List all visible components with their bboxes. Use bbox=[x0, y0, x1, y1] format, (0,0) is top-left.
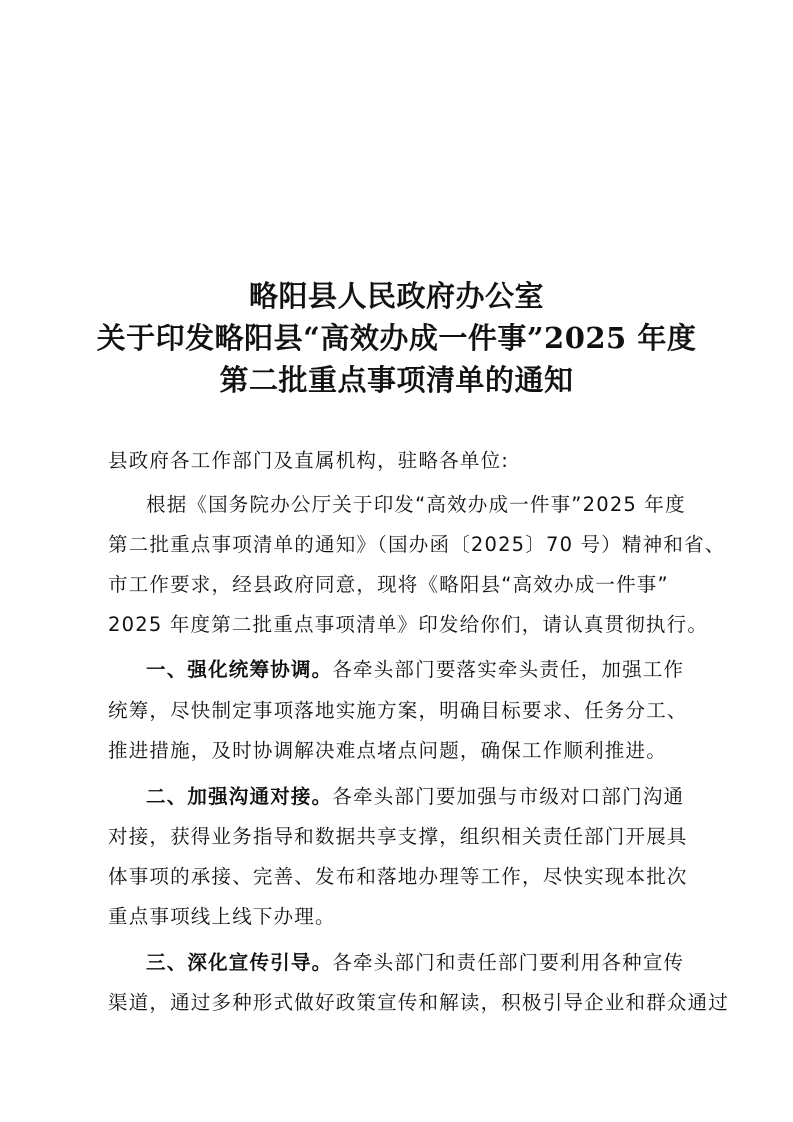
section-2-first-line bbox=[146, 782, 684, 812]
document-title-line-3: 第二批重点事项清单的通知 bbox=[219, 363, 574, 397]
paragraph-1-line-1: 根据《国务院办公厅关于印发“高效办成一件事”2025 年度 bbox=[146, 493, 686, 516]
section-1-line-1: 各牵头部门要落实牵头责任，加强工作 bbox=[332, 658, 685, 681]
section-1-first-line bbox=[146, 655, 684, 685]
section-1-line-3: 推进措施，及时协调解决难点堵点问题，确保工作顺利推进。 bbox=[108, 739, 667, 762]
section-1-line-2: 统筹，尽快制定事项落地实施方案，明确目标要求、任务分工、 bbox=[108, 699, 688, 722]
section-3-first-line bbox=[146, 948, 684, 978]
paragraph-1-line-2: 第二批重点事项清单的通知》（国办函〔2025〕70 号）精神和省、 bbox=[108, 533, 726, 556]
section-2-line-1: 各牵头部门要加强与市级对口部门沟通 bbox=[332, 785, 685, 808]
section-2-heading: 二、加强沟通对接。 bbox=[146, 785, 333, 808]
section-3-heading: 三、深化宣传引导。 bbox=[146, 951, 333, 974]
paragraph-1-line-4: 2025 年度第二批重点事项清单》印发给你们，请认真贯彻执行。 bbox=[108, 613, 709, 636]
salutation: 县政府各工作部门及直属机构，驻略各单位: bbox=[108, 449, 510, 472]
section-2-line-4: 重点事项线上线下办理。 bbox=[108, 905, 336, 928]
section-3-line-1: 各牵头部门和责任部门要利用各种宣传 bbox=[332, 951, 685, 974]
document-title-line-2: 关于印发略阳县“高效办成一件事”2025 年度 bbox=[96, 321, 697, 355]
section-2-line-2: 对接，获得业务指导和数据共享支撑，组织相关责任部门开展具 bbox=[108, 825, 688, 848]
paragraph-1-line-3: 市工作要求，经县政府同意，现将《略阳县“高效办成一件事” bbox=[108, 573, 669, 596]
section-2-line-3: 体事项的承接、完善、发布和落地办理等工作，尽快实现本批次 bbox=[108, 865, 688, 888]
section-1-heading: 一、强化统筹协调。 bbox=[146, 658, 333, 681]
section-3-line-2: 渠道，通过多种形式做好政策宣传和解读，积极引导企业和群众通过 bbox=[108, 991, 730, 1014]
document-title-line-1: 略阳县人民政府办公室 bbox=[248, 279, 544, 313]
